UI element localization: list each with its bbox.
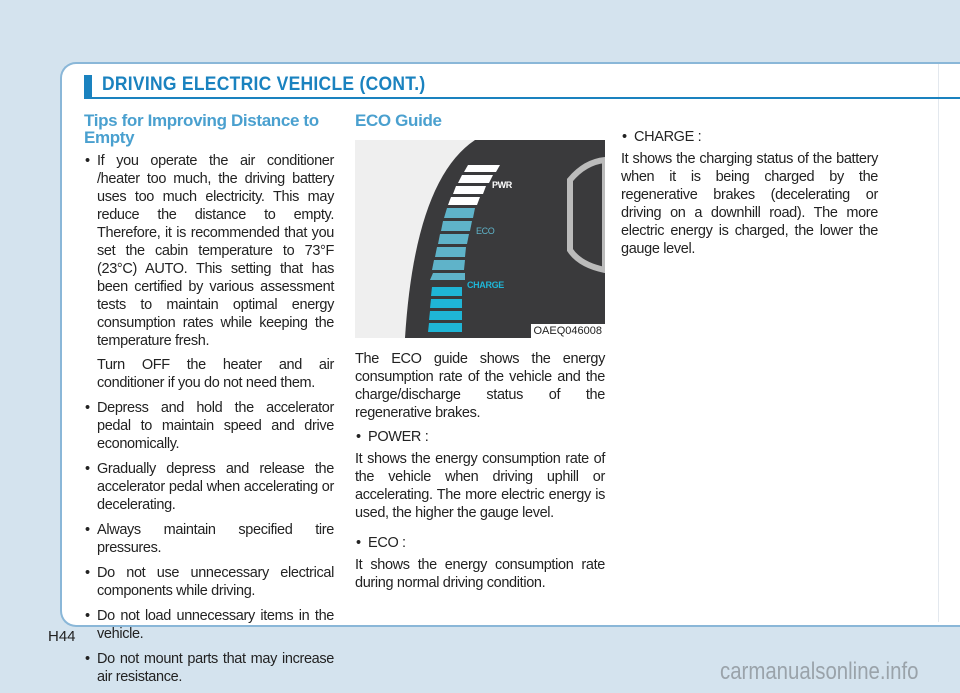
list-item: • Do not load unnecessary items in the vehicle. <box>84 607 334 643</box>
power-list <box>355 428 605 446</box>
eco-intro: The ECO guide shows the energy consumption rate of the vehicle and the charge/discharge status of the regenerative brakes. <box>355 351 605 421</box>
page-number: H44 <box>48 628 76 645</box>
eco-label: ECO <box>476 226 495 236</box>
eco-list <box>355 534 605 552</box>
eco-text: It shows the energy consumption rate during normal driving condition. <box>355 557 605 591</box>
eco-gauge-illustration <box>355 140 605 338</box>
eco-label: • ECO : <box>355 534 605 552</box>
list-item: • Do not use unnecessary electrical components while driving. <box>84 564 334 600</box>
eco-guide-heading: ECO Guide <box>355 111 442 130</box>
list-item: • Gradually depress and release the accelerator pedal when accelerating or decelerating. <box>84 460 334 514</box>
eco-gauge-figure <box>355 140 605 338</box>
middle-column <box>355 112 605 598</box>
pwr-label: PWR <box>492 180 512 190</box>
list-item: • Depress and hold the accelerator pedal to maintain speed and drive economically. <box>84 399 334 453</box>
section-title: DRIVING ELECTRIC VEHICLE (CONT.) <box>102 74 426 95</box>
right-column <box>621 128 878 264</box>
tips-heading: Tips for Improving Distance to Empty <box>84 111 319 147</box>
section-header <box>84 75 960 99</box>
list-item-followup: Turn OFF the heater and air conditioner if you do not need them. <box>97 357 334 391</box>
watermark: carmanualsonline.info <box>720 658 919 685</box>
left-column <box>84 112 334 693</box>
power-text: It shows the energy consumption rate of the vehicle when driving uphill or accelerating. The more electric energy is used, the higher the gauge level. <box>355 451 605 521</box>
column-divider <box>938 64 939 622</box>
power-label: • POWER : <box>355 428 605 446</box>
header-marker <box>84 75 92 97</box>
charge-label: • CHARGE : <box>621 128 878 146</box>
list-item: • Do not mount parts that may increase air resistance. <box>84 650 334 686</box>
figure-code: OAEQ046008 <box>531 324 606 338</box>
charge-text: It shows the charging status of the battery when it is being charged by the regenerative brakes (decelerating or driving on a downhill road). The more electric energy is charged, the lower the gauge level. <box>621 151 878 257</box>
charge-label: CHARGE <box>467 280 504 290</box>
list-item: • Always maintain specified tire pressures. <box>84 521 334 557</box>
list-item <box>84 152 334 392</box>
charge-list <box>621 128 878 146</box>
list-item-text: If you operate the air conditioner /heater too much, the driving battery uses too much electricity. This may reduce the distance to empty. Therefore, it is recommended that you set the cabin temperature to 73°F (23°C) AUTO. This setting that has been certified by various assessment tests to maintain optimal energy consumption rates while keeping the temperature fresh. <box>97 153 334 349</box>
tips-list <box>84 152 334 686</box>
